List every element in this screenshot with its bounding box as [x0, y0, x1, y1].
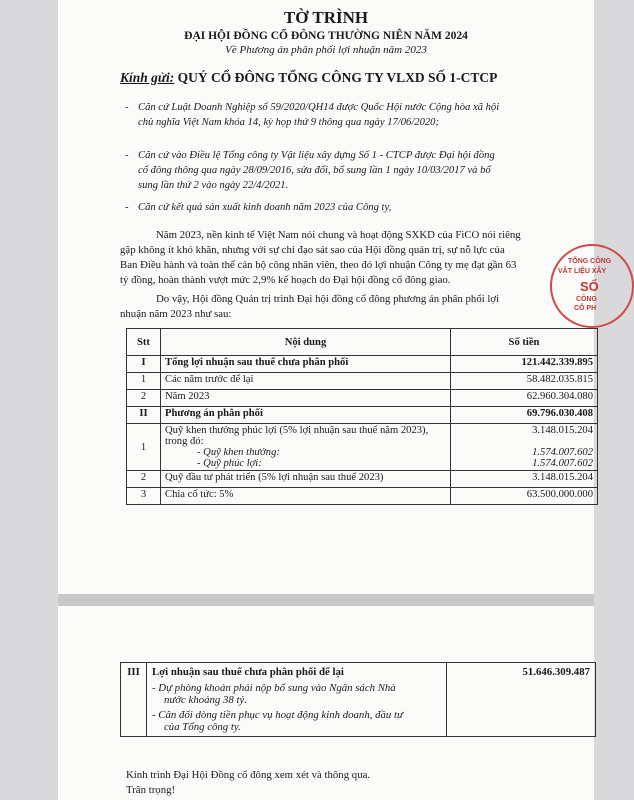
cell-content: Quỹ đầu tư phát triển (5% lợi nhuận sau thuế 2023)	[161, 471, 451, 488]
bullet-line: chủ nghĩa Việt Nam khóa 14, kỳ họp thứ 9 thông qua ngày 17/06/2020;	[138, 117, 439, 128]
paragraph-line: nhuận năm 2023 như sau:	[120, 308, 232, 320]
closing-text: Kính trình Đại Hội Đồng cổ đông xem xét và thông qua.	[126, 769, 371, 781]
bullet-line: cổ đông thông qua ngày 28/09/2016, sửa đổi, bổ sung lần 1 ngày 10/03/2017 và bổ	[138, 165, 491, 176]
retained-title: Lợi nhuận sau thuế chưa phân phối để lại	[152, 666, 344, 678]
cell-stt: 3	[127, 488, 161, 505]
document-page-1	[58, 0, 612, 594]
cell-stt: II	[127, 407, 161, 424]
paragraph-line: tỷ đồng, hoàn thành vượt mức 2,9% kế hoạch do Đại hội đồng cổ đông giao.	[120, 274, 451, 286]
table-row	[127, 407, 598, 424]
seal-text: VẬT LIỆU XÂY	[558, 268, 607, 275]
paragraph-line: gặp không ít khó khăn, nhưng với sự chỉ đạo sát sao của Hội đồng quản trị, sự nỗ lực của	[120, 244, 505, 256]
table-row	[127, 356, 598, 373]
cell-amount: 58.482.035.815	[451, 373, 598, 390]
document-subtitle: ĐẠI HỘI ĐỒNG CỔ ĐÔNG THƯỜNG NIÊN NĂM 2024	[184, 30, 468, 42]
closing-regards: Trân trọng!	[126, 784, 176, 796]
table-row	[127, 471, 598, 488]
paragraph-proposal	[120, 292, 590, 322]
paragraph-line: Năm 2023, nền kinh tế Việt Nam nói chung và hoạt động SXKD của FiCO nói riêng	[156, 229, 521, 241]
table-row	[127, 488, 598, 505]
paragraph-results	[120, 228, 590, 288]
cell-amount: 62.960.304.080	[451, 390, 598, 407]
cell-content: Phương án phân phối	[161, 407, 451, 424]
seal-text: TỔNG CÔNG	[568, 258, 612, 265]
document-subject: Về Phương án phân phối lợi nhuận năm 2023	[225, 44, 427, 56]
table-row	[127, 373, 598, 390]
cell-amount: 69.796.030.408	[451, 407, 598, 424]
retained-profit-table	[120, 662, 596, 737]
fund-line: trong đó:	[165, 436, 204, 447]
cell-stt: 2	[127, 471, 161, 488]
header-amount: Số tiền	[451, 329, 598, 356]
document-page-2	[58, 606, 594, 800]
document-title: TỜ TRÌNH	[283, 8, 369, 27]
cell-stt: 1	[127, 424, 161, 471]
cell-amount	[451, 424, 598, 471]
cell-content	[147, 663, 447, 737]
cell-content	[161, 424, 451, 471]
cell-amount: 3.148.015.204	[451, 471, 598, 488]
paragraph-line: Do vậy, Hội đồng Quản trị trình Đại hội đồng cổ đông phương án phân phối lợi	[156, 293, 500, 305]
fund-sub-amount: 1.574.007.602	[532, 458, 593, 469]
bullet-line: Căn cứ Luật Doanh Nghiệp số 59/2020/QH14 được Quốc Hội nước Cộng hòa xã hội	[138, 102, 500, 113]
table-row	[127, 390, 598, 407]
bullet-item: - Căn cứ kết quả sản xuất kinh doanh năm 2023 của Công ty,	[125, 202, 392, 213]
fund-amount: 3.148.015.204	[532, 425, 593, 436]
addressee	[120, 70, 497, 86]
fund-sub-label: - Quỹ phúc lợi:	[197, 458, 262, 469]
bullet-item: - Căn cứ vào Điều lệ Tổng công ty Vật liệu xây dựng Số 1 - CTCP được Đại hội đồng cổ đông thông qua ngày 28/09/2016, sửa đổi, bổ sung lần 1 ngày 10/03/2017 và bổ sung lần thứ 2 vào ngày 22/4/2021.	[125, 150, 495, 191]
cell-content: Năm 2023	[161, 390, 451, 407]
cell-content: Tổng lợi nhuận sau thuế chưa phân phối	[161, 356, 451, 373]
fund-line: Quỹ khen thưởng phúc lợi (5% lợi nhuận sau thuế năm 2023),	[165, 425, 429, 436]
cell-amount: 121.442.339.895	[451, 356, 598, 373]
seal-text: CÔNG	[576, 296, 597, 303]
company-seal	[550, 244, 634, 328]
cell-content: Các năm trước để lại	[161, 373, 451, 390]
retained-note: - Cân đối dòng tiền phục vụ hoạt động kinh doanh, đầu tư	[152, 709, 403, 721]
cell-content: Chia cổ tức: 5%	[161, 488, 451, 505]
table-header-row	[127, 329, 598, 356]
cell-stt: III	[121, 663, 147, 737]
cell-stt: I	[127, 356, 161, 373]
addressee-text: QUÝ CỔ ĐÔNG TỔNG CÔNG TY VLXD SỐ 1-CTCP	[177, 70, 498, 85]
fund-sub-label: - Quỹ khen thưởng:	[197, 447, 280, 458]
header-stt: Stt	[127, 329, 161, 356]
paragraph-line: Ban Điều hành và toàn thể cán bộ công nhân viên, theo đó lợi nhuận Công ty mẹ đạt gần 63	[120, 259, 517, 271]
profit-distribution-table	[126, 328, 598, 505]
bullet-item: - Căn cứ Luật Doanh Nghiệp số 59/2020/QH14 được Quốc Hội nước Cộng hòa xã hội chủ nghĩa Việt Nam khóa 14, kỳ họp thứ 9 thông qua ngày 17/06/2020;	[125, 102, 500, 128]
table-row	[121, 663, 596, 737]
cell-stt: 1	[127, 373, 161, 390]
cell-stt: 2	[127, 390, 161, 407]
cell-amount: 51.646.309.487	[447, 663, 596, 737]
retained-note: nước khoảng 38 tỷ.	[164, 694, 248, 706]
seal-text: CỔ PH	[574, 305, 597, 312]
retained-note: - Dự phòng khoản phải nộp bổ sung vào Ngân sách Nhà	[152, 682, 396, 694]
fund-sub-amount: 1.574.007.602	[532, 447, 593, 458]
addressee-label: Kính gửi:	[120, 70, 175, 85]
seal-text: SỐ	[580, 279, 599, 294]
table-row	[127, 424, 598, 471]
cell-amount: 63.500.000.000	[451, 488, 598, 505]
retained-note: của Tổng công ty.	[164, 721, 241, 733]
header-content: Nội dung	[161, 329, 451, 356]
bullet-line: Căn cứ kết quả sản xuất kinh doanh năm 2023 của Công ty,	[138, 202, 392, 213]
bullet-line: Căn cứ vào Điều lệ Tổng công ty Vật liệu xây dựng Số 1 - CTCP được Đại hội đồng	[138, 150, 495, 161]
page-gap	[58, 594, 594, 606]
bullet-line: sung lần thứ 2 vào ngày 22/4/2021.	[138, 180, 289, 191]
